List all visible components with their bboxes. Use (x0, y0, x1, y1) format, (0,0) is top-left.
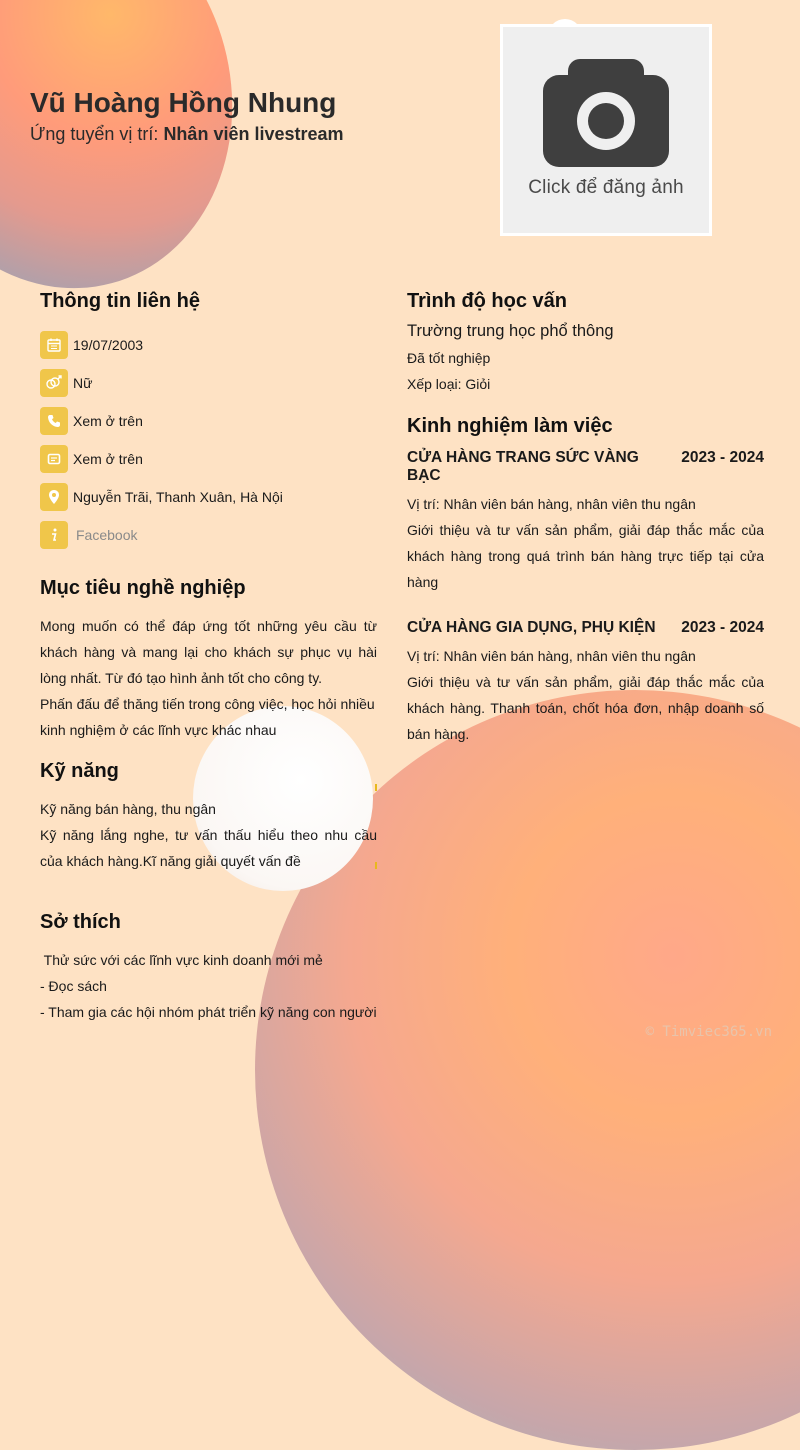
job-role: Vị trí: Nhân viên bán hàng, nhân viên thu ngân (407, 648, 696, 664)
candidate-name[interactable]: Vũ Hoàng Hồng Nhung (30, 87, 337, 118)
info-icon (40, 521, 68, 549)
contact-birthday[interactable] (40, 326, 377, 364)
skills-paragraph-1: Kỹ năng bán hàng, thu ngân (40, 801, 216, 817)
contact-gender-text: Nữ (73, 375, 93, 391)
contact-title: Thông tin liên hệ (40, 290, 200, 312)
contact-facebook-text[interactable]: Facebook (76, 527, 138, 543)
position-line (30, 124, 344, 145)
phone-icon (40, 407, 68, 435)
job-period: 2023 - 2024 (681, 449, 764, 466)
experience-title: Kinh nghiệm làm việc (407, 415, 613, 437)
decor-tick (375, 784, 377, 791)
decor-blob-top-left (0, 0, 276, 327)
education-title: Trình độ học vấn (407, 290, 568, 312)
education-school: Trường trung học phổ thông (407, 322, 614, 340)
job-company: CỬA HÀNG GIA DỤNG, PHỤ KIỆN (407, 619, 656, 636)
contact-gender[interactable] (40, 364, 377, 402)
calendar-icon (40, 331, 68, 359)
watermark: © Timviec365.vn (645, 1024, 772, 1040)
job-description: Giới thiệu và tư vấn sản phẩm, giải đáp thắc mắc của khách hàng. Thanh toán, chốt hóa đơn, nhập doanh số bán hàng. (407, 674, 764, 742)
contact-birthday-text: 19/07/2003 (73, 337, 144, 353)
skills-paragraph-2: Kỹ năng lắng nghe, tư vấn thấu hiểu theo nhu cầu của khách hàng.Kĩ năng giải quyết vấn đề (40, 827, 377, 869)
objective-paragraph-2: Phấn đấu để thăng tiến trong công việc, học hỏi nhiều kinh nghiệm ở các lĩnh vực khác nhau (40, 696, 375, 738)
contact-phone[interactable] (40, 402, 377, 440)
job-entry (407, 619, 764, 747)
objective-paragraph-1: Mong muốn có thể đáp ứng tốt những yêu cầu từ khách hàng và mang lại cho khách sự phục vụ hài lòng nhất. Từ đó tạo hình ảnh tốt cho công ty. (40, 618, 377, 686)
job-description: Giới thiệu và tư vấn sản phẩm, giải đáp thắc mắc của khách hàng trong quá trình bán hàng trực tiếp tại cửa hàng (407, 522, 764, 590)
camera-icon (543, 59, 669, 169)
job-company: CỬA HÀNG TRANG SỨC VÀNG BẠC (407, 449, 639, 484)
skills-title: Kỹ năng (40, 760, 119, 782)
photo-upload[interactable] (500, 24, 712, 236)
contact-phone-text: Xem ở trên (73, 413, 143, 429)
position-value[interactable]: Nhân viên livestream (163, 124, 344, 144)
job-period: 2023 - 2024 (681, 619, 764, 636)
objective-title: Mục tiêu nghề nghiệp (40, 577, 246, 599)
location-icon (40, 483, 68, 511)
position-label: Ứng tuyển vị trí: (30, 124, 164, 144)
email-icon (40, 445, 68, 473)
hobby-item: - Tham gia các hội nhóm phát triển kỹ năng con người (40, 1004, 377, 1020)
education-grade: Xếp loại: Giỏi (407, 376, 491, 392)
gender-icon (40, 369, 68, 397)
photo-caption: Click để đăng ảnh (528, 177, 684, 198)
education-status: Đã tốt nghiệp (407, 350, 491, 366)
contact-email-text: Xem ở trên (73, 451, 143, 467)
contact-address-text: Nguyễn Trãi, Thanh Xuân, Hà Nội (73, 489, 283, 505)
decor-tick (375, 862, 377, 869)
job-header (407, 449, 764, 485)
hobby-item: - Đọc sách (40, 978, 107, 994)
right-column (407, 288, 764, 747)
job-role: Vị trí: Nhân viên bán hàng, nhân viên thu ngân (407, 496, 696, 512)
contact-facebook[interactable] (40, 516, 377, 554)
job-header (407, 619, 764, 637)
left-column (40, 288, 377, 1025)
contact-address[interactable] (40, 478, 377, 516)
cv-header (30, 86, 344, 145)
hobbies-title: Sở thích (40, 911, 121, 933)
contact-email[interactable] (40, 440, 377, 478)
hobby-item: Thử sức với các lĩnh vực kinh doanh mới mẻ (40, 952, 323, 968)
job-entry (407, 449, 764, 595)
